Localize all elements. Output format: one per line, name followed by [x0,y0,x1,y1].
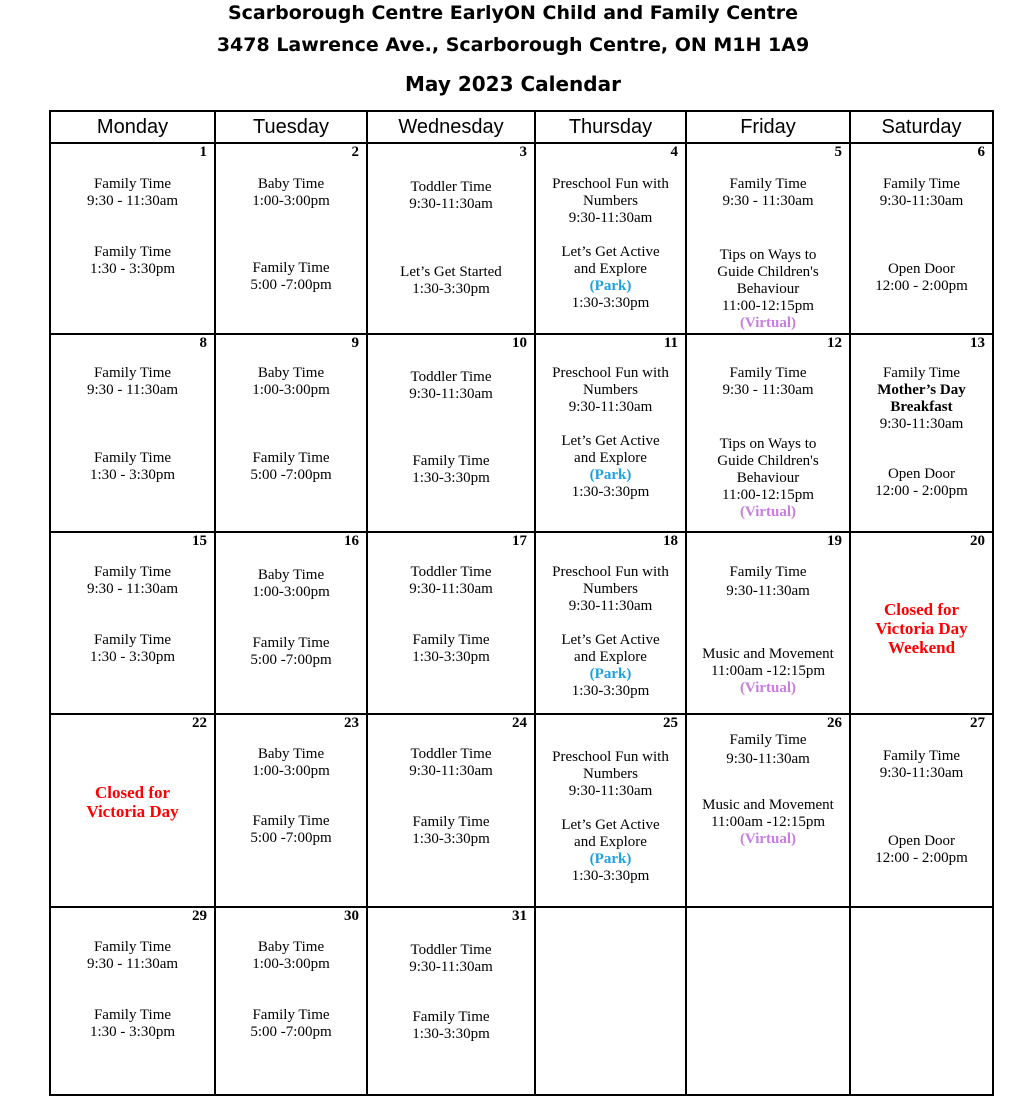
weekday-header-row [50,111,993,143]
event: Let’s Get Active and Explore (Park) 1:30-3:30pm [536,817,685,885]
event: Baby Time 1:00-3:00pm [252,176,330,209]
day-number: 16 [344,533,359,549]
day-number: 22 [192,715,207,731]
day-number: 5 [834,144,842,160]
day-number: 27 [970,715,985,731]
event: Preschool Fun with Numbers 9:30-11:30am [552,176,669,226]
day-cell-empty [535,907,686,1095]
event: Family Time 9:30 - 11:30am [86,939,179,972]
event: Family Time 1:30 - 3:30pm [90,1007,175,1040]
event: Open Door 12:00 - 2:00pm [875,833,968,866]
day-cell [535,143,686,334]
day-cell [535,334,686,532]
event: Baby Time 1:00-3:00pm [252,567,330,600]
day-cell [215,714,367,907]
day-cell [535,532,686,714]
weekday-friday: Friday [686,111,850,143]
event: Family Time 9:30 - 11:30am [722,365,814,398]
event: Family Time 1:30-3:30pm [412,814,490,847]
day-cell [686,714,850,907]
weekday-thursday: Thursday [535,111,686,143]
event: Family Time 9:30 - 11:30am [86,176,179,209]
virtual-tag: (Virtual) [739,831,797,847]
week-row [50,907,993,1095]
event: Family Time 9:30-11:30am [726,732,810,767]
day-number: 23 [344,715,359,731]
event: Family Time 5:00 -7:00pm [250,813,332,846]
day-cell [50,334,215,532]
day-cell [850,714,993,907]
virtual-tag: (Virtual) [739,680,797,696]
day-number: 24 [512,715,527,731]
event: Toddler Time 9:30-11:30am [409,942,493,975]
closed-notice: Closed for Victoria Day [86,783,179,821]
day-number: 17 [512,533,527,549]
day-number: 13 [970,335,985,351]
day-number: 26 [827,715,842,731]
day-number: 11 [663,335,678,351]
event: Open Door 12:00 - 2:00pm [875,261,968,294]
week-row [50,532,993,714]
event: Preschool Fun with Numbers 9:30-11:30am [552,365,669,415]
day-cell [686,143,850,334]
day-number: 9 [351,335,359,351]
day-number: 8 [199,335,207,351]
day-number: 31 [512,908,527,924]
day-number: 18 [663,533,678,549]
day-cell [367,143,535,334]
day-cell [367,532,535,714]
event: Family Time 1:30-3:30pm [412,453,490,486]
event: Preschool Fun with Numbers 9:30-11:30am [552,564,669,614]
event: Preschool Fun with Numbers 9:30-11:30am [552,749,669,799]
virtual-tag: (Virtual) [739,315,797,331]
day-number: 29 [192,908,207,924]
day-number: 30 [344,908,359,924]
event: Tips on Ways to Guide Children's Behaviour 11:00-12:15pm (Virtual) [687,247,849,332]
event: Music and Movement 11:00am -12:15pm (Virtual) [687,646,849,697]
day-number: 15 [192,533,207,549]
day-number: 3 [519,144,527,160]
event: Family Time 5:00 -7:00pm [250,1007,332,1040]
weekday-saturday: Saturday [850,111,993,143]
day-number: 6 [977,144,985,160]
event: Baby Time 1:00-3:00pm [252,746,330,779]
weekday-monday: Monday [50,111,215,143]
event: Baby Time 1:00-3:00pm [252,365,330,398]
event: Music and Movement 11:00am -12:15pm (Virtual) [687,797,849,848]
event: Family Time 1:30-3:30pm [412,1009,490,1042]
weekday-wednesday: Wednesday [367,111,535,143]
event: Family Time Mother’s Day Breakfast 9:30-11:30am [851,365,992,433]
calendar-grid [49,110,994,1096]
event: Tips on Ways to Guide Children's Behaviour 11:00-12:15pm (Virtual) [687,436,849,521]
day-number: 12 [827,335,842,351]
centre-name: Scarborough Centre EarlyON Child and Family Centre [227,2,798,24]
day-cell [367,334,535,532]
week-row [50,143,993,334]
event: Family Time 9:30-11:30am [879,748,964,781]
day-cell [367,714,535,907]
day-number: 2 [351,144,359,160]
day-number: 19 [827,533,842,549]
day-cell-empty [850,907,993,1095]
closed-notice: Closed for Victoria Day Weekend [875,600,968,657]
day-cell [367,907,535,1095]
event: Family Time 9:30 - 11:30am [722,176,814,209]
virtual-tag: (Virtual) [739,504,797,520]
event: Toddler Time 9:30-11:30am [409,746,493,779]
event: Toddler Time 9:30-11:30am [409,564,493,597]
event: Family Time 5:00 -7:00pm [250,450,332,483]
day-cell [215,907,367,1095]
weekday-tuesday: Tuesday [215,111,367,143]
event: Baby Time 1:00-3:00pm [252,939,330,972]
day-cell [686,532,850,714]
event: Family Time 9:30 - 11:30am [86,564,179,597]
day-cell [215,334,367,532]
calendar-title: May 2023 Calendar [405,72,621,96]
event: Family Time 9:30-11:30am [726,564,810,599]
special-event: Mother’s Day [877,382,966,398]
day-cell [535,714,686,907]
week-row [50,714,993,907]
park-tag: (Park) [589,278,632,294]
day-cell [686,334,850,532]
event: Family Time 1:30 - 3:30pm [90,632,175,665]
event: Toddler Time 9:30-11:30am [409,369,493,402]
week-row [50,334,993,532]
event: Let’s Get Active and Explore (Park) 1:30-3:30pm [536,244,685,312]
centre-address: 3478 Lawrence Ave., Scarborough Centre, ON M1H 1A9 [216,34,810,56]
park-tag: (Park) [589,467,632,483]
event: Open Door 12:00 - 2:00pm [875,466,968,499]
event: Let’s Get Active and Explore (Park) 1:30-3:30pm [536,632,685,700]
event: Family Time 5:00 -7:00pm [250,260,332,293]
event: Family Time 1:30 - 3:30pm [90,244,175,277]
day-number: 20 [970,533,985,549]
day-cell [850,334,993,532]
day-cell [50,907,215,1095]
day-number: 1 [199,144,207,160]
day-cell [50,532,215,714]
event: Family Time 1:30-3:30pm [412,632,490,665]
day-cell-empty [686,907,850,1095]
day-cell [215,143,367,334]
event: Toddler Time 9:30-11:30am [409,179,493,212]
day-cell [850,143,993,334]
event: Let’s Get Active and Explore (Park) 1:30-3:30pm [536,433,685,501]
park-tag: (Park) [589,851,632,867]
event: Let’s Get Started 1:30-3:30pm [400,264,502,297]
day-number: 4 [670,144,678,160]
day-cell [850,532,993,714]
event: Family Time 9:30 - 11:30am [86,365,179,398]
event: Family Time 5:00 -7:00pm [250,635,332,668]
day-cell [50,714,215,907]
event: Family Time 9:30-11:30am [879,176,964,209]
event: Family Time 1:30 - 3:30pm [90,450,175,483]
day-number: 10 [512,335,527,351]
day-cell [50,143,215,334]
day-cell [215,532,367,714]
day-number: 25 [663,715,678,731]
park-tag: (Park) [589,666,632,682]
